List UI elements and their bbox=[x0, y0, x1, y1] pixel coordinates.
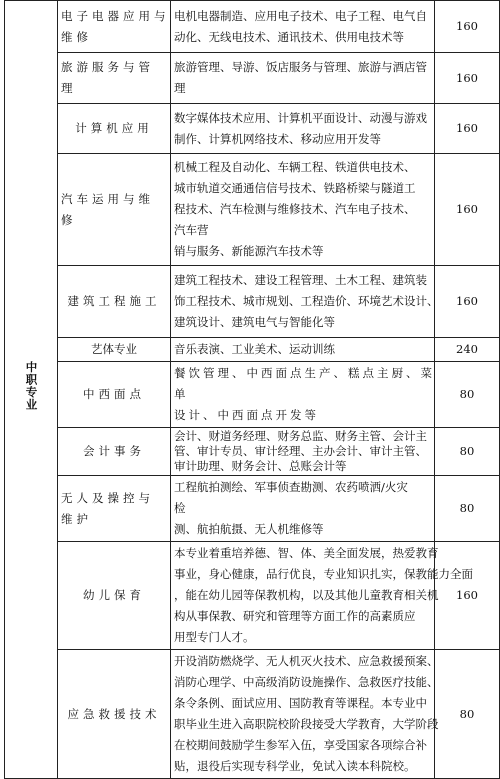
table-row bbox=[5, 428, 500, 476]
major-name: 旅游服务与管 理 bbox=[58, 53, 171, 104]
quota-value: 160 bbox=[435, 53, 500, 104]
category-label: 中职专业 bbox=[24, 361, 39, 411]
major-list: 餐饮管理、中西面点生产、糕点主厨、菜 单 设计、中西面点开发等 bbox=[171, 362, 435, 428]
major-list: 机械工程及自动化、车辆工程、铁道供电技术、 城市轨道交通通信信号技术、铁路桥梁与隧道工 程技术、汽车检测与维修技术、汽车电子技术、 汽车营 销与服务、新能源汽车技术等 bbox=[171, 154, 435, 266]
major-list: 旅游管理、导游、饭店服务与管理、旅游与酒店管 理 bbox=[171, 53, 435, 104]
major-name: 计算机应用 bbox=[58, 104, 171, 154]
major-list: 电机电器制造、应用电子技术、电子工程、电气自 动化、无线电技术、通讯技术、供用电技术等 bbox=[171, 1, 435, 53]
quota-value: 160 bbox=[435, 542, 500, 650]
table-row bbox=[5, 362, 500, 428]
table-row bbox=[5, 1, 500, 53]
major-name: 汽车运用与维 修 bbox=[58, 154, 171, 266]
table-row bbox=[5, 104, 500, 154]
quota-value: 80 bbox=[435, 362, 500, 428]
major-name: 会计事务 bbox=[58, 428, 171, 476]
major-name: 艺体专业 bbox=[58, 338, 171, 362]
major-list: 数字媒体技术应用、计算机平面设计、动漫与游戏 制作、计算机网络技术、移动应用开发等 bbox=[171, 104, 435, 154]
major-list: 开设消防燃烧学、无人机灭火技术、应急救援预案、 消防心理学、中高级消防设施操作、急救医疗技能、 条令条例、面试应用、国防教育等课程。本专业中 职毕业生进入高职院校阶段接受大学教育，大学阶段 在校期间鼓励学生参军入伍，享受国家各项综合补 贴，退役后实现专科学业，免试入读本科院校。 bbox=[171, 650, 435, 779]
major-list: 会计、财道务经理、财务总监、财务主管、会计主 管、审计专员、审计经理、主办会计、审计主管、 审计助理、财务会计、总账会计等 bbox=[171, 428, 435, 476]
table-row bbox=[5, 650, 500, 779]
major-list: 建筑工程技术、建设工程管理、土木工程、建筑装 饰工程技术、城市规划、工程造价、环境艺术设计、 建筑设计、建筑电气与智能化等 bbox=[171, 266, 435, 338]
major-name: 建筑工程施工 bbox=[58, 266, 171, 338]
major-name: 无人及操控与 维护 bbox=[58, 476, 171, 542]
major-name: 电子电器应用与 维修 bbox=[58, 1, 171, 53]
quota-value: 240 bbox=[435, 338, 500, 362]
major-list: 音乐表演、工业美术、运动训练 bbox=[171, 338, 435, 362]
major-name: 应急救援技术 bbox=[58, 650, 171, 779]
quota-value: 80 bbox=[435, 650, 500, 779]
table-row bbox=[5, 338, 500, 362]
quota-value: 80 bbox=[435, 428, 500, 476]
table-row bbox=[5, 542, 500, 650]
table-row bbox=[5, 154, 500, 266]
quota-value: 160 bbox=[435, 104, 500, 154]
category-cell bbox=[5, 1, 58, 779]
major-name: 幼儿保育 bbox=[58, 542, 171, 650]
table-row bbox=[5, 476, 500, 542]
major-list: 本专业着重培养德、智、体、美全面发展，热爱教育 事业，身心健康，品行优良，专业知识扎实，保教能力全面 ，能在幼儿园等保教机构，以及其他儿童教育相关机 构从事保教、研究和管理等方面工作的高素质应 用型专门人才。 bbox=[171, 542, 435, 650]
table-row bbox=[5, 53, 500, 104]
major-name: 中西面点 bbox=[58, 362, 171, 428]
quota-value: 160 bbox=[435, 266, 500, 338]
quota-value: 160 bbox=[435, 1, 500, 53]
major-list: 工程航拍测绘、军事侦查勘测、农药喷洒/火灾 检 测、航拍航摄、无人机维修等 bbox=[171, 476, 435, 542]
quota-value: 80 bbox=[435, 476, 500, 542]
quota-value: 160 bbox=[435, 154, 500, 266]
table-row bbox=[5, 266, 500, 338]
majors-table bbox=[4, 0, 500, 779]
